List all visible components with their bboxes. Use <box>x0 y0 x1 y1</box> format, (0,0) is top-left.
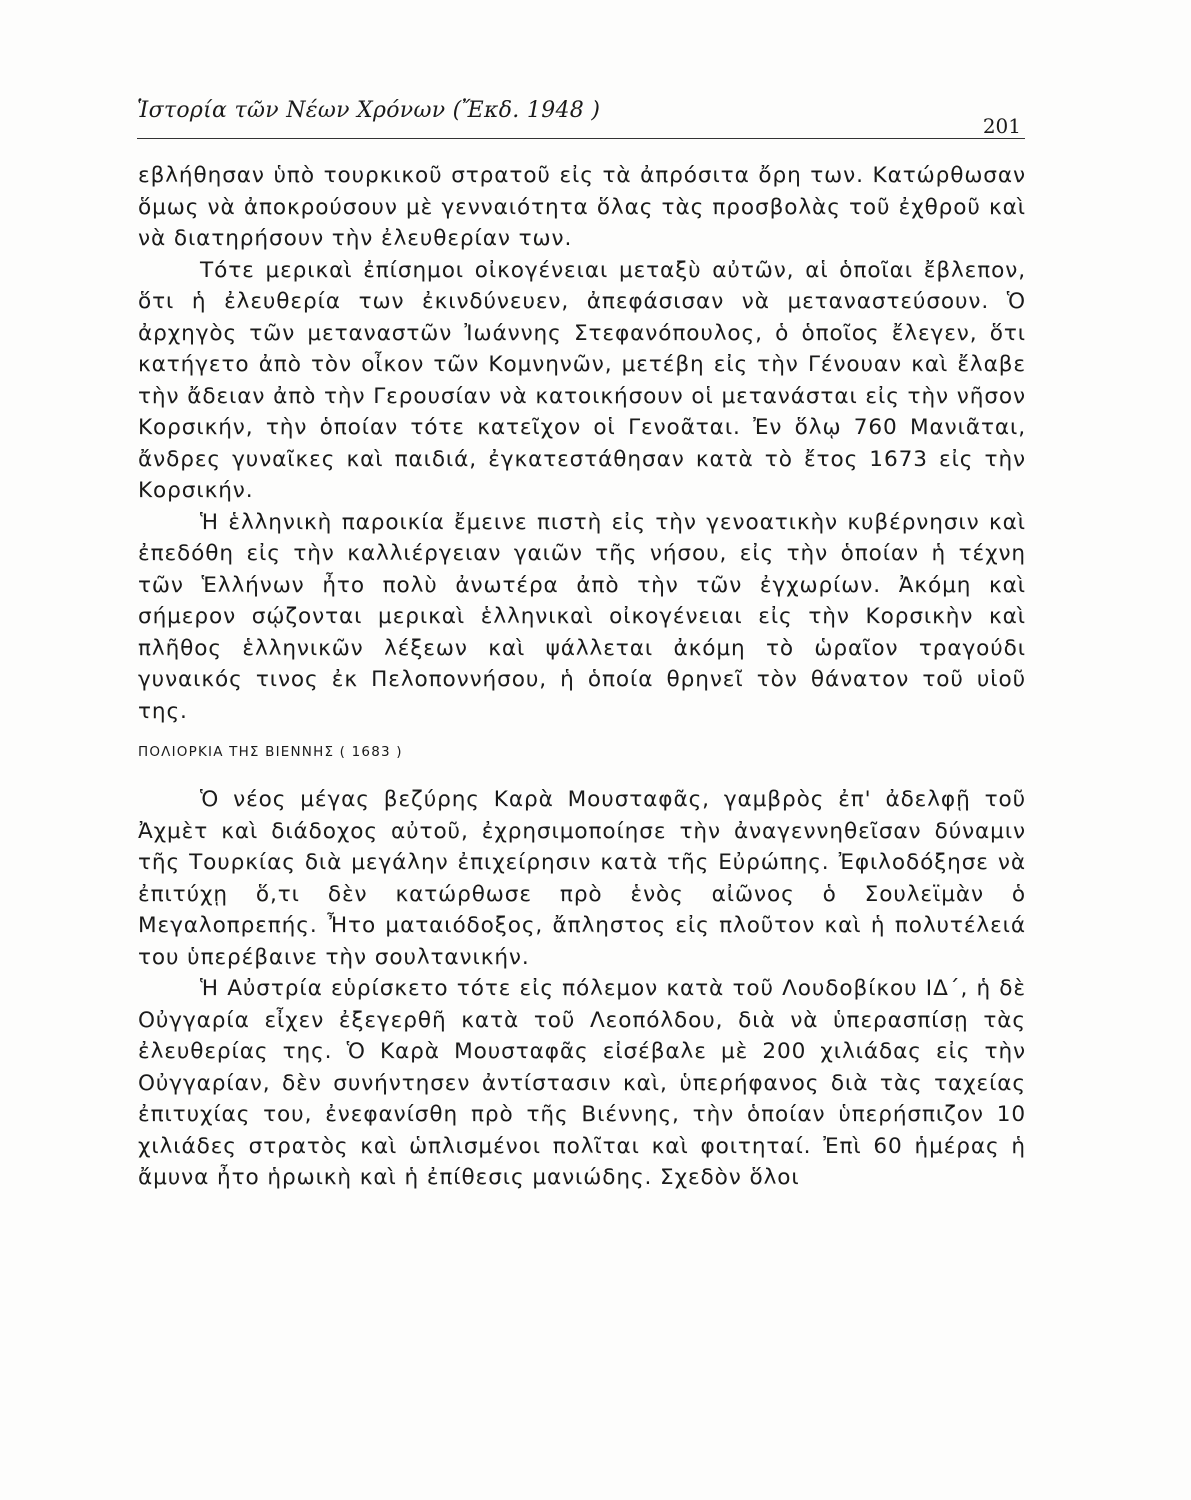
paragraph-continuation: εβλήθησαν ὑπὸ τουρκικοῦ στρατοῦ εἰς τὰ ἀπρόσιτα ὄρη των. Κατώρθωσαν ὅμως νὰ ἀποκρούσουν μὲ γενναιότητα ὅλας τὰς προσβολὰς τοῦ ἐχθροῦ καὶ νὰ διατηρήσουν τὴν ἐλευθερίαν των. <box>138 163 1026 251</box>
paragraph-greek-colony: Ἡ ἑλληνικὴ παροικία ἔμεινε πιστὴ εἰς τὴν γενοατικὴν κυβέρνησιν καὶ ἐπεδόθη εἰς τὴν καλλιέργειαν γαιῶν τῆς νήσου, εἰς τὴν ὁποίαν ἡ τέχνη τῶν Ἑλλήνων ἦτο πολὺ ἀνωτέρα ἀπὸ τὴν τῶν ἐγχωρίων. Ἀκόμη καὶ σήμερον σῴζονται μερικαὶ ἑλληνικαὶ οἰκογένειαι εἰς τὴν Κορσικὴν καὶ πλῆθος ἑλληνικῶν λέξεων καὶ ψάλλεται ἀκόμη τὸ ὡραῖον τραγούδι γυναικός τινος ἐκ Πελοποννήσου, ἡ ὁποία θρηνεῖ τὸν θάνατον τοῦ υἱοῦ της. <box>138 509 1026 724</box>
page-header <box>137 96 1025 148</box>
header-rule <box>137 138 1025 139</box>
page-number: 201 <box>982 114 1021 138</box>
running-title: Ἱστορία τῶν Νέων Χρόνων (Ἔκδ. 1948 ) <box>137 98 601 123</box>
section-heading: ΠΟΛΙΟΡΚΙΑ ΤΗΣ ΒΙΕΝΝΗΣ ( 1683 ) <box>138 744 403 760</box>
paragraph-migration: Τότε μερικαὶ ἐπίσημοι οἰκογένειαι μεταξὺ αὐτῶν, αἱ ὁποῖαι ἔβλεπον, ὅτι ἡ ἐλευθερία των ἐκινδύνευεν, ἀπεφάσισαν νὰ μεταναστεύσουν. Ὁ ἀρχηγὸς τῶν μεταναστῶν Ἰωάννης Στεφανόπουλος, ὁ ὁποῖος ἔλεγεν, ὅτι κατήγετο ἀπὸ τὸν οἶκον τῶν Κομνηνῶν, μετέβη εἰς τὴν Γένουαν καὶ ἔλαβε τὴν ἄδειαν ἀπὸ τὴν Γερουσίαν νὰ κατοικήσουν οἱ μετανάσται εἰς τὴν νῆσον Κορσικήν, τὴν ὁποίαν τότε κατεῖχον οἱ Γενοᾶται. Ἐν ὅλῳ 760 Μανιᾶται, ἄνδρες γυναῖκες καὶ παιδιά, ἐγκατεστάθησαν κατὰ τὸ ἔτος 1673 εἰς τὴν Κορσικήν. <box>138 257 1026 503</box>
body-text <box>138 160 1026 1194</box>
paragraph-austria: Ἡ Αὐστρία εὑρίσκετο τότε εἰς πόλεμον κατὰ τοῦ Λουδοβίκου ΙΔ΄, ἡ δὲ Οὐγγαρία εἶχεν ἐξεγερθῆ κατὰ τοῦ Λεοπόλδου, διὰ νὰ ὑπερασπίσῃ τὰς ἐλευθερίας της. Ὁ Καρὰ Μουσταφᾶς εἰσέβαλε μὲ 200 χιλιάδας εἰς τὴν Οὐγγαρίαν, δὲν συνήντησεν ἀντίστασιν καὶ, ὑπερήφανος διὰ τὰς ταχείας ἐπιτυχίας του, ἐνεφανίσθη πρὸ τῆς Βιέννης, τὴν ὁποίαν ὑπερήσπιζον 10 χιλιάδες στρατὸς καὶ ὡπλισμένοι πολῖται καὶ φοιτηταί. Ἐπὶ 60 ἡμέρας ἡ ἄμυνα ἦτο ἡρωικὴ καὶ ἡ ἐπίθεσις μανιώδης. Σχεδὸν ὅλοι <box>138 976 1026 1190</box>
paragraph-kara-mustafa: Ὁ νέος μέγας βεζύρης Καρὰ Μουσταφᾶς, γαμβρὸς ἐπ' ἀδελφῇ τοῦ Ἀχμὲτ καὶ διάδοχος αὐτοῦ, ἐχρησιμοποίησε τὴν ἀναγεννηθεῖσαν δύναμιν τῆς Τουρκίας διὰ μεγάλην ἐπιχείρησιν κατὰ τῆς Εὐρώπης. Ἐφιλοδόξησε νὰ ἐπιτύχῃ ὅ,τι δὲν κατώρθωσε πρὸ ἑνὸς αἰῶνος ὁ Σουλεϊμὰν ὁ Μεγαλοπρεπής. Ἦτο ματαιόδοξος, ἄπληστος εἰς πλοῦτον καὶ ἡ πολυτέλειά του ὑπερέβαινε τὴν σουλτανικήν. <box>138 787 1026 970</box>
